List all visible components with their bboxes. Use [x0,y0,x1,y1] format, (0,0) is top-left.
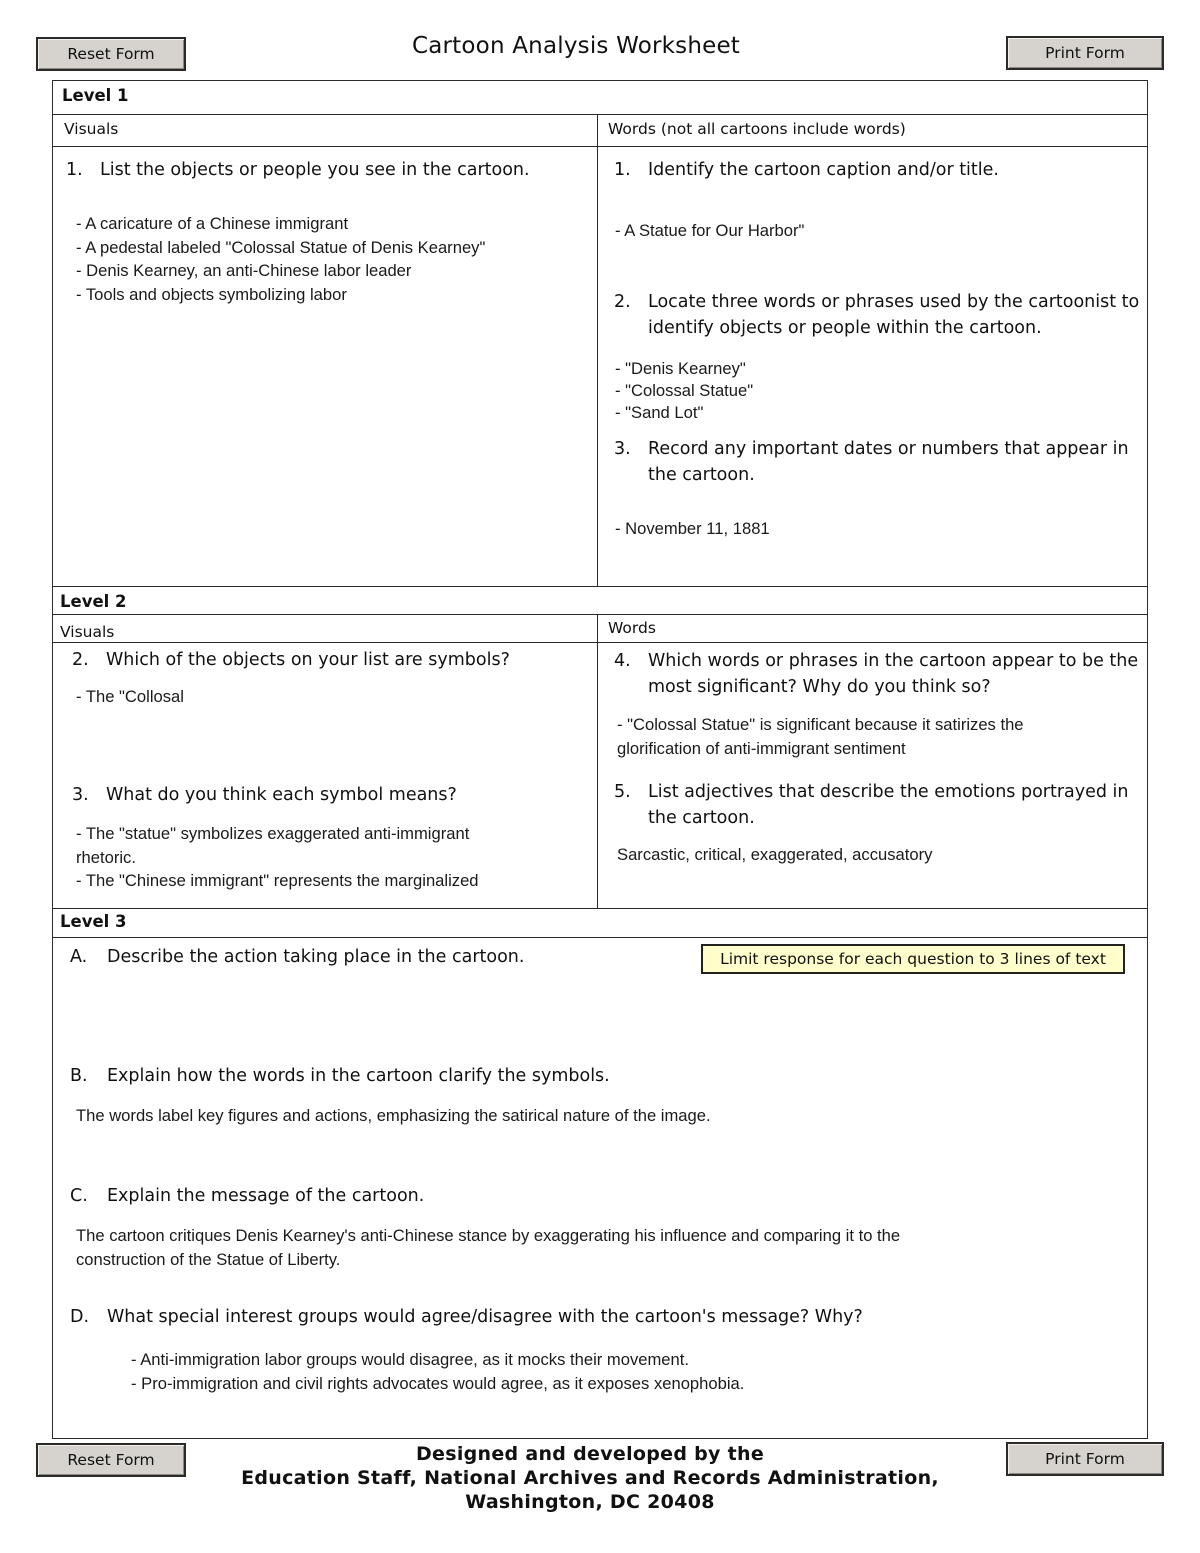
level3-question-d: D. What special interest groups would agree/disagree with the cartoon's message? Why? [70,1307,863,1327]
print-form-button-bottom[interactable]: Print Form [1006,1442,1164,1476]
level2-words-label: Words [608,619,656,637]
reset-form-button-bottom[interactable]: Reset Form [36,1443,186,1477]
level2-words-answer-4[interactable]: - "Colossal Statue" is significant because it satirizes the glorification of anti-immigrant sentiment [617,715,1024,758]
level3-answer-a[interactable] [76,985,1136,1045]
level3-answer-c[interactable]: The cartoon critiques Denis Kearney's anti-Chinese stance by exaggerating his influence and comparing it to the construction of the Statue of Liberty. [76,1226,901,1269]
level1-words-answer-1[interactable]: - A Statue for Our Harbor" [615,221,805,240]
level2-visuals-label: Visuals [60,623,115,641]
level1-visuals-label: Visuals [64,120,119,138]
level1-words-question-2: 2. Locate three words or phrases used by the cartoonist to identify objects or people within the cartoon. [614,292,1140,338]
level2-heading: Level 2 [60,592,127,611]
print-form-button-top[interactable]: Print Form [1006,36,1164,70]
footer-line-2: Education Staff, National Archives and Records Administration, [241,1467,939,1489]
level2-visual-question-3: 3. What do you think each symbol means? [72,785,457,805]
level2-visual-question-2: 2. Which of the objects on your list are symbols? [72,650,510,670]
level3-question-c: C. Explain the message of the cartoon. [70,1186,425,1206]
footer-credits [200,1442,980,1514]
response-limit-note: Limit response for each question to 3 lines of text [701,944,1125,974]
level3-answer-b[interactable]: The words label key figures and actions, emphasizing the satirical nature of the image. [76,1106,711,1125]
level3-question-a: A. Describe the action taking place in the cartoon. [70,947,525,967]
level2-visual-answer-2[interactable]: - The "Collosal [76,687,184,706]
level3-question-b: B. Explain how the words in the cartoon clarify the symbols. [70,1066,610,1086]
level1-words-question-3: 3. Record any important dates or numbers that appear in the cartoon. [614,439,1129,485]
level1-words-answer-3[interactable]: - November 11, 1881 [615,519,770,538]
level3-heading: Level 3 [60,912,127,931]
level2-words-question-5: 5. List adjectives that describe the emotions portrayed in the cartoon. [614,782,1129,828]
footer-line-3: Washington, DC 20408 [465,1491,715,1513]
level3-answer-d[interactable]: - Anti-immigration labor groups would disagree, as it mocks their movement. - Pro-immigration and civil rights advocates would agree, as it exposes xenophobia. [131,1350,745,1393]
level2-visual-answer-3[interactable]: - The "statue" symbolizes exaggerated anti-immigrant rhetoric. - The "Chinese immigrant" represents the marginalized [76,824,479,890]
page-title: Cartoon Analysis Worksheet [411,33,741,59]
level1-words-question-1: 1. Identify the cartoon caption and/or title. [614,160,999,180]
level1-visual-question-1: 1. List the objects or people you see in the cartoon. [66,160,530,180]
level1-heading: Level 1 [62,86,129,105]
level1-visual-answer-1[interactable]: - A caricature of a Chinese immigrant - A pedestal labeled "Colossal Statue of Denis Kearney" - Denis Kearney, an anti-Chinese labor leader - Tools and objects symbolizing labor [76,214,486,304]
level2-words-question-4: 4. Which words or phrases in the cartoon appear to be the most significant? Why do you think so? [614,651,1139,697]
reset-form-button-top[interactable]: Reset Form [36,37,186,71]
level2-words-answer-5[interactable]: Sarcastic, critical, exaggerated, accusatory [617,845,933,864]
footer-line-1: Designed and developed by the [415,1443,765,1465]
level1-words-label: Words (not all cartoons include words) [608,120,906,138]
level1-words-answer-2[interactable]: - "Denis Kearney" - "Colossal Statue" - "Sand Lot" [615,359,754,422]
